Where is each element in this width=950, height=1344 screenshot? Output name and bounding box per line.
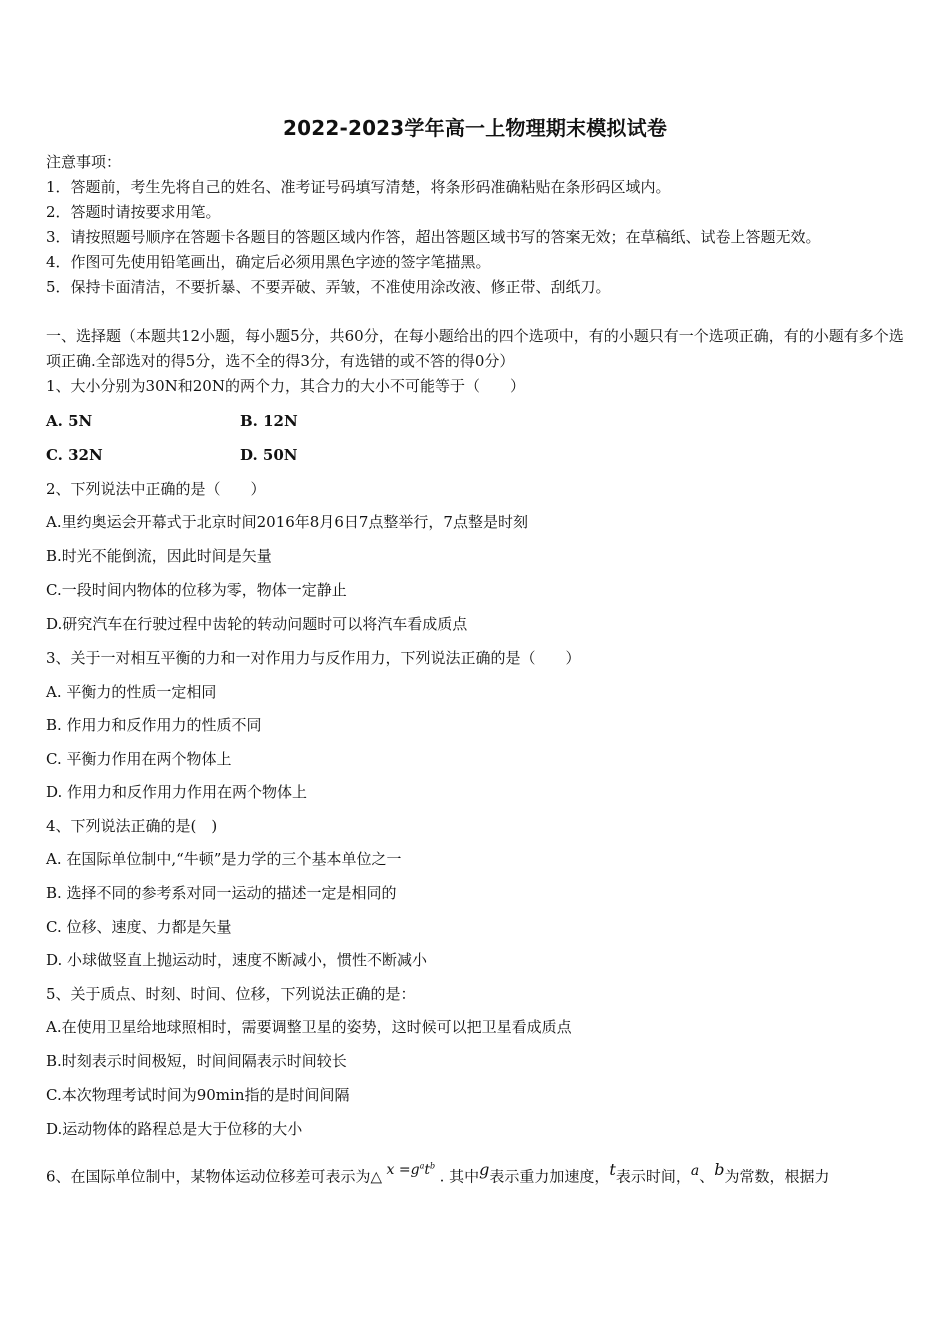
question-4-stem: 4、下列说法正确的是( ) [46, 817, 218, 835]
question-6-prefix: 6、在国际单位制中，某物体运动位移差可表示为△ [46, 1167, 383, 1186]
question-2-option-d: D.研究汽车在行驶过程中齿轮的转动问题时可以将汽车看成质点 [46, 615, 468, 633]
question-5-option-b: B.时刻表示时间极短，时间间隔表示时间较长 [46, 1052, 347, 1070]
notice-item-5: 5．保持卡面清洁，不要折暴、不要弄破、弄皱，不准使用涂改液、修正带、刮纸刀。 [46, 278, 611, 296]
notice-item-1: 1．答题前，考生先将自己的姓名、准考证号码填写清楚，将条形码准确粘贴在条形码区域内。 [46, 178, 671, 196]
question-6-mid2: 表示重力加速度， [489, 1167, 610, 1186]
page-title: 2022-2023学年高一上物理期末模拟试卷 [282, 116, 668, 140]
question-1-option-b: B. 12N [240, 412, 298, 430]
question-4-option-a: A. 在国际单位制中,“牛顿”是力学的三个基本单位之一 [46, 850, 402, 868]
question-4-option-d: D. 小球做竖直上抛运动时，速度不断减小，惯性不断减小 [46, 951, 428, 969]
question-2-option-c: C.一段时间内物体的位移为零，物体一定静止 [46, 581, 347, 599]
notice-item-2: 2．答题时请按要求用笔。 [46, 203, 221, 221]
question-6-suffix: 为常数，根据力 [724, 1167, 830, 1186]
question-1-option-c: C. 32N [46, 446, 103, 464]
notice-item-3: 3．请按照题号顺序在答题卡各题目的答题区域内作答，超出答题区域书写的答案无效；在草稿纸、试卷上答题无效。 [46, 228, 821, 246]
question-3-option-a: A. 平衡力的性质一定相同 [46, 683, 217, 701]
question-6-stem [46, 1159, 830, 1188]
question-6-mid3: 表示时间， [615, 1167, 691, 1186]
question-3-stem: 3、关于一对相互平衡的力和一对作用力与反作用力，下列说法正确的是（ ） [46, 649, 581, 667]
question-1-option-d: D. 50N [240, 446, 298, 464]
question-4-option-b: B. 选择不同的参考系对同一运动的描述一定是相同的 [46, 884, 397, 902]
question-3-option-d: D. 作用力和反作用力作用在两个物体上 [46, 783, 308, 801]
question-5-stem: 5、关于质点、时刻、时间、位移，下列说法正确的是： [46, 985, 416, 1003]
question-3-option-b: B. 作用力和反作用力的性质不同 [46, 716, 262, 734]
question-6-formula: $x =g^at^b$ [386, 1161, 436, 1178]
question-5-option-c: C.本次物理考试时间为90min指的是时间间隔 [46, 1086, 350, 1104]
question-3-option-c: C. 平衡力作用在两个物体上 [46, 750, 232, 768]
notice-heading: 注意事项： [46, 153, 122, 171]
question-5-option-d: D.运动物体的路程总是大于位移的大小 [46, 1120, 303, 1138]
question-2-stem: 2、下列说法中正确的是（ ） [46, 480, 266, 498]
question-1-option-a: A. 5N [46, 412, 93, 430]
question-4-option-c: C. 位移、速度、力都是矢量 [46, 918, 232, 936]
notice-item-4: 4．作图可先使用铅笔画出，确定后必须用黑色字迹的签字笔描黑。 [46, 253, 491, 271]
section-intro: 一、选择题（本题共12小题，每小题5分，共60分，在每小题给出的四个选项中，有的小题只有一个选项正确，有的小题有多个选项正确.全部选对的得5分，选不全的得3分，有选错的或不答的得0分） [46, 327, 904, 370]
question-6-mid4: 、 [699, 1167, 715, 1186]
question-1-stem: 1、大小分别为30N和20N的两个力，其合力的大小不可能等于（ ） [46, 377, 525, 395]
question-6-symbol-t: t [609, 1159, 616, 1179]
question-6-symbol-b: b [714, 1159, 725, 1179]
question-6-mid1: . 其中 [439, 1167, 480, 1186]
question-6-symbol-a: a [690, 1162, 700, 1179]
question-2-option-b: B.时光不能倒流，因此时间是矢量 [46, 547, 272, 565]
question-5-option-a: A.在使用卫星给地球照相时，需要调整卫星的姿势，这时候可以把卫星看成质点 [46, 1018, 572, 1036]
question-6-symbol-g: g [479, 1159, 490, 1179]
question-2-option-a: A.里约奥运会开幕式于北京时间2016年8月6日7点整举行，7点整是时刻 [46, 513, 528, 531]
